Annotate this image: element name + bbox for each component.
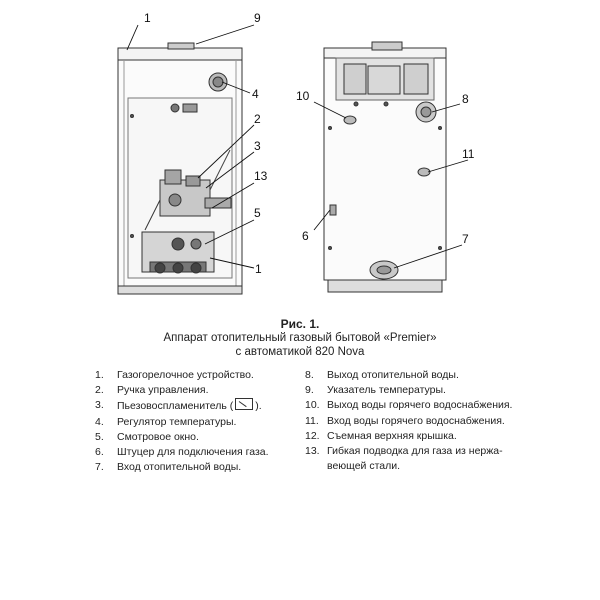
callout-front-13: 13 (254, 169, 268, 183)
legend-item: 7. Вход отопительной воды. (95, 461, 242, 474)
top-cover (118, 48, 242, 60)
hot-water-outlet (344, 116, 356, 124)
callout-rear-11: 11 (462, 147, 475, 161)
legend-item: 4. Регулятор температуры. (95, 415, 237, 428)
figure-label: Рис. 1. (280, 317, 320, 331)
callout-rear-6: 6 (302, 229, 309, 243)
legend-right-column (305, 368, 515, 474)
burner (142, 232, 214, 273)
front-view (118, 43, 242, 294)
legend-item: 2. Ручка управления. (95, 384, 209, 397)
rear-view (324, 42, 446, 292)
callout-front-9: 9 (254, 11, 261, 25)
legend-left-column (95, 368, 305, 475)
legend-item: 13. Гибкая подводка для газа из нержа- (305, 445, 503, 458)
callout-rear-7: 7 (462, 232, 469, 246)
callout-front-3: 3 (254, 139, 261, 153)
gas-fitting (330, 205, 336, 215)
figure-caption-line2: с автоматикой 820 Nova (235, 346, 365, 358)
callout-front-1: 1 (144, 11, 151, 25)
legend-item: 6. Штуцер для подключения газа. (95, 446, 269, 459)
figure-caption-line1: Аппарат отопительный газовый бытовой «Premier» (163, 332, 437, 344)
legend-item: 8. Выход отопительной воды. (305, 369, 459, 381)
boiler-base (118, 286, 242, 294)
legend-item-continuation: веющей стали. (327, 460, 401, 473)
callout-front-5: 5 (254, 206, 261, 220)
legend-item: 12. Съемная верхняя крышка. (305, 429, 457, 442)
callout-front-2: 2 (254, 112, 261, 126)
temperature-indicator (168, 43, 194, 49)
callout-front-4: 4 (252, 87, 259, 101)
callout-rear-8: 8 (462, 92, 469, 106)
legend-item: 10. Выход воды горячего водоснабжения. (305, 399, 513, 412)
callout-rear-10: 10 (296, 89, 310, 103)
callout-front-1b: 1 (255, 262, 262, 276)
piezo-igniter-icon (235, 398, 253, 410)
legend-item: 11. Вход воды горячего водоснабжения. (305, 414, 505, 427)
legend-item: 9. Указатель температуры. (305, 384, 446, 397)
legend-item: 1. Газогорелочное устройство. (95, 369, 254, 381)
legend-item: 3. Пьезовоспламенитель ( ). (95, 399, 262, 413)
legend-item: 5. Смотровое окно. (95, 430, 199, 443)
